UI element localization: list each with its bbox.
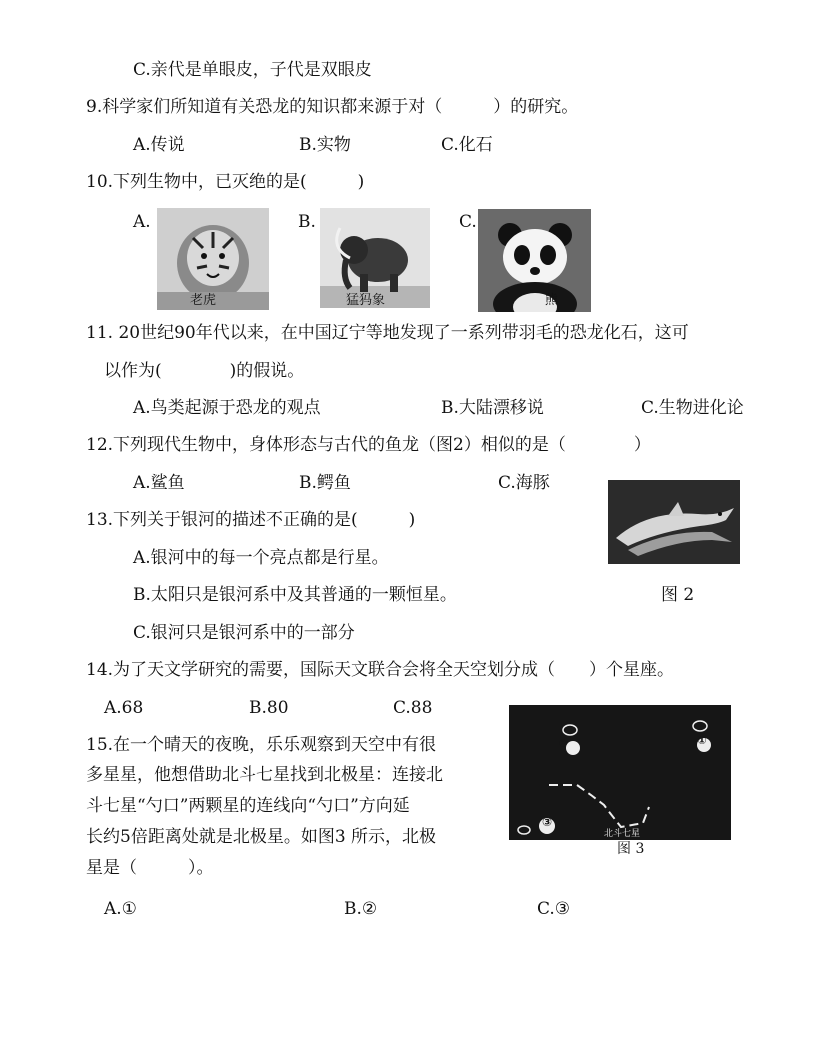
q11-stem-line1: 11. 20世纪90年代以来，在中国辽宁等地发现了一系列带羽毛的恐龙化石，这可 [86, 323, 689, 343]
figure-3-caption: 图 3 [617, 841, 645, 857]
q12-option-a: A.鲨鱼 [133, 473, 185, 493]
q12-option-b: B.鳄鱼 [299, 473, 351, 493]
panda-photo [478, 209, 591, 312]
q13-stem: 13.下列关于银河的描述不正确的是( ) [86, 510, 416, 530]
q15-stem-line3: 斗七星“勺口”两颗星的连线向“勺口”方向延 [86, 796, 410, 816]
q15-option-a: A.① [104, 899, 137, 919]
mammoth-caption: 猛犸象 [346, 293, 386, 308]
star-3-label: ③ [542, 815, 553, 829]
panda-caption: 熊 [545, 293, 559, 308]
q15-option-c: C.③ [537, 899, 571, 919]
q14-option-c: C.88 [393, 698, 433, 718]
ichthyosaur-image-icon [608, 480, 740, 564]
q13-option-c: C.银河只是银河系中的一部分 [133, 623, 355, 643]
q10-option-b: B. [298, 212, 316, 232]
q14-stem: 14.为了天文学研究的需要，国际天文联合会将全天空划分成（ ）个星座。 [86, 660, 675, 680]
figure-2-caption: 图 2 [661, 585, 695, 605]
q11-option-b: B.大陆漂移说 [441, 398, 544, 418]
q9-stem: 9.科学家们所知道有关恐龙的知识都来源于对（ ）的研究。 [86, 97, 579, 117]
q10-option-a: A. [133, 212, 151, 232]
q14-option-b: B.80 [249, 698, 289, 718]
q15-option-b: B.② [344, 899, 378, 919]
q15-stem-line5: 星是（ ）。 [86, 858, 214, 878]
q15-stem-line2: 多星星，他想借助北斗七星找到北极星：连接北 [86, 765, 443, 785]
q9-option-c: C.化石 [441, 135, 493, 155]
q14-option-a: A.68 [104, 698, 144, 718]
ichthyosaur-figure [608, 480, 740, 564]
big-dipper-label: 北斗七星 [604, 829, 641, 839]
tiger-caption: 老虎 [190, 293, 217, 308]
q12-stem: 12.下列现代生物中，身体形态与古代的鱼龙（图2）相似的是（ ） [86, 435, 651, 455]
q9-option-a: A.传说 [133, 135, 185, 155]
q11-stem-line2: 以作为( )的假说。 [104, 361, 305, 381]
q9-option-b: B.实物 [299, 135, 351, 155]
star-1-label: ① [697, 734, 707, 747]
q11-option-c: C.生物进化论 [641, 398, 744, 418]
q10-stem: 10.下列生物中，已灭绝的是( ) [86, 172, 365, 192]
q15-stem-line1: 15.在一个晴天的夜晚，乐乐观察到天空中有很 [86, 735, 437, 755]
q8-option-c: C.亲代是单眼皮，子代是双眼皮 [133, 60, 372, 80]
q13-option-b: B.太阳只是银河系中及其普通的一颗恒星。 [133, 585, 457, 605]
q13-option-a: A.银河中的每一个亮点都是行星。 [133, 548, 389, 568]
star-2-label: ② [558, 737, 568, 750]
panda-image-icon [478, 209, 591, 312]
q10-option-c: C. [459, 212, 477, 232]
q12-option-c: C.海豚 [498, 473, 550, 493]
q15-stem-line4: 长约5倍距离处就是北极星。如图3 所示，北极 [86, 827, 437, 847]
q11-option-a: A.鸟类起源于恐龙的观点 [133, 398, 321, 418]
